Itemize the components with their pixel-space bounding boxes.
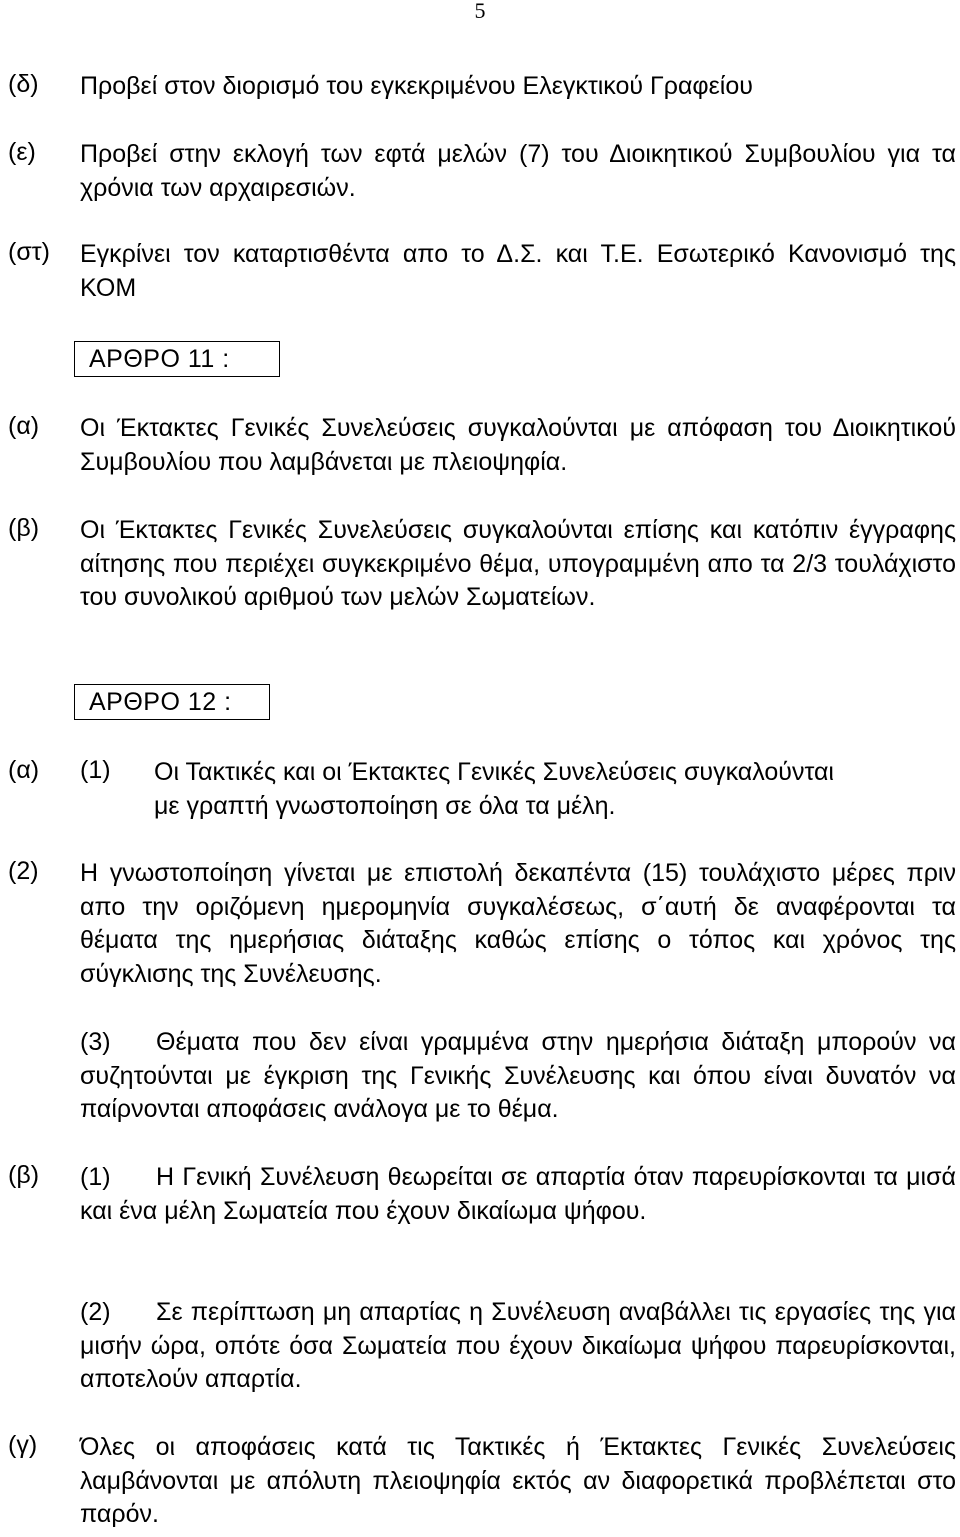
article-12-heading: ΑΡΘΡΟ 12 : xyxy=(74,684,270,720)
article-12-b-1-text xyxy=(80,1161,956,1228)
article-12-c-label: (γ) xyxy=(8,1431,38,1459)
article-11-b-label: (β) xyxy=(8,514,40,542)
article-11-b-text xyxy=(80,514,956,615)
article-12-a-2-label: (2) xyxy=(8,857,39,885)
item-text-e xyxy=(80,138,956,205)
item-text-st-content: Εγκρίνει τον καταρτισθέντα απο το Δ.Σ. και Τ.Ε. Εσωτερικό Κανονισμό της ΚΟΜ xyxy=(80,240,956,302)
article-12-a-2-content: Η γνωστοποίηση γίνεται με επιστολή δεκαπέντα (15) τουλάχιστο μέρες πριν απο την οριζόμενη ημερομηνία συγκαλέσεως, σ΄αυτή δε αναφέρονται τα θέματα της ημερήσιας διάταξης καθώς επίσης ο τόπος και χρόνος της σύγκλισης της Συνέλευσης. xyxy=(80,859,956,988)
article-12-b-1-label: (1) xyxy=(80,1163,111,1191)
article-12-c-text xyxy=(80,1431,956,1532)
item-label-d: (δ) xyxy=(8,70,39,98)
article-11-a-label: (α) xyxy=(8,412,40,440)
article-11-heading: ΑΡΘΡΟ 11 : xyxy=(74,341,280,377)
item-text-d: Προβεί στον διορισμό του εγκεκριμένου Ελεγκτικού Γραφείου xyxy=(80,72,753,100)
article-12-a-label: (α) xyxy=(8,756,40,784)
item-label-st: (στ) xyxy=(8,238,50,266)
article-12-a-3-content: Θέματα που δεν είναι γραμμένα στην ημερήσια διάταξη μπορούν να συζητούνται με έγκριση της Γενικής Συνέλευσης και όπου είναι δυνατόν να παίρνονται αποφάσεις ανάλογα με το θέμα. xyxy=(80,1028,956,1123)
article-12-b-label: (β) xyxy=(8,1161,40,1189)
item-label-e: (ε) xyxy=(8,138,36,166)
article-12-b-2-text xyxy=(80,1296,956,1397)
article-12-a-3-text xyxy=(80,1026,956,1127)
article-12-b-2-content: Σε περίπτωση μη απαρτίας η Συνέλευση αναβάλλει τις εργασίες της για μισήν ώρα, οπότε όσα Σωματεία που έχουν δικαίωμα ψήφου παρευρίσκονται, αποτελούν απαρτία. xyxy=(80,1298,956,1393)
article-12-b-2-label: (2) xyxy=(80,1298,111,1326)
article-11-a-content: Οι Έκτακτες Γενικές Συνελεύσεις συγκαλούνται με απόφαση του Διοικητικού Συμβουλίου που λαμβάνεται με πλειοψηφία. xyxy=(80,414,956,476)
article-12-a-2-text xyxy=(80,857,956,991)
article-12-c-content: Όλες οι αποφάσεις κατά τις Τακτικές ή Έκτακτες Γενικές Συνελεύσεις λαμβάνονται με απόλυτη πλειοψηφία εκτός αν διαφορετικά προβλέπεται στο παρόν. xyxy=(80,1433,956,1528)
article-12-b-1-content: Η Γενική Συνέλευση θεωρείται σε απαρτία όταν παρευρίσκονται τα μισά και ένα μέλη Σωματεία που έχουν δικαίωμα ψήφου. xyxy=(80,1163,956,1225)
article-11-b-content: Οι Έκτακτες Γενικές Συνελεύσεις συγκαλούνται επίσης και κατόπιν έγγραφης αίτησης που περιέχει συγκεκριμένο θέμα, υπογραμμένη απο τα 2/3 τουλάχιστο του συνολικού αριθμού των μελών Σωματείων. xyxy=(80,516,956,611)
article-12-a-3-label: (3) xyxy=(80,1028,111,1056)
item-text-st xyxy=(80,238,956,305)
article-12-a-1-label: (1) xyxy=(80,756,111,784)
article-11-a-text xyxy=(80,412,956,479)
item-text-e-content: Προβεί στην εκλογή των εφτά μελών (7) του Διοικητικού Συμβουλίου για τα χρόνια των αρχαιρεσιών. xyxy=(80,140,956,202)
page-number: 5 xyxy=(474,0,486,23)
article-12-a-1-content: Οι Τακτικές και οι Έκτακτες Γενικές Συνελεύσεις συγκαλούνται με γραπτή γνωστοποίηση σε όλα τα μέλη. xyxy=(154,758,834,820)
article-12-a-1-text xyxy=(154,756,844,823)
